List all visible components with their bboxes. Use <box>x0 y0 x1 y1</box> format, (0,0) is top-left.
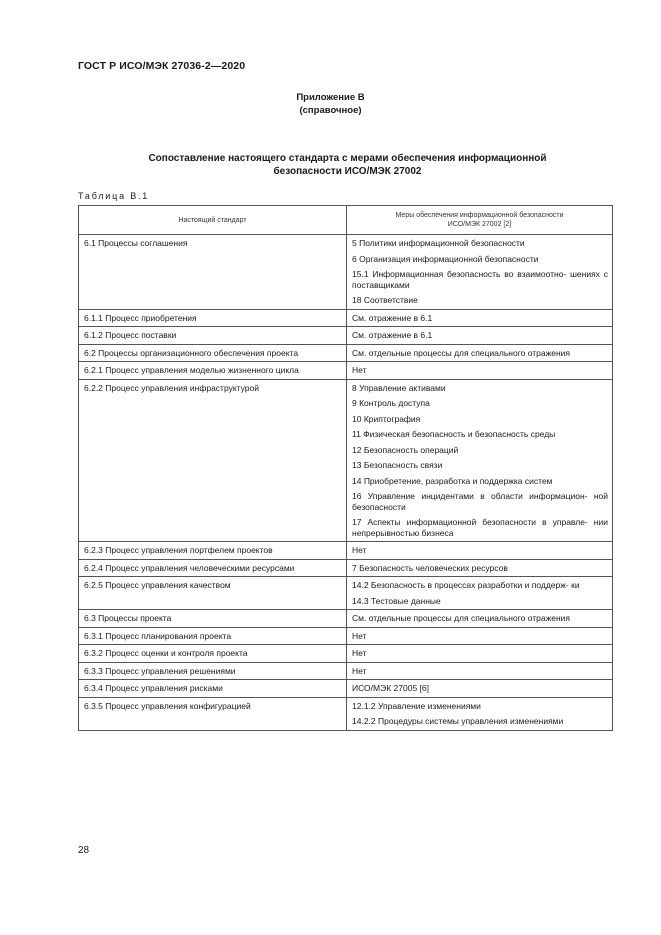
table-row <box>79 327 613 345</box>
security-measure-item: См. отражение в 6.1 <box>352 312 433 323</box>
cell-security-measures <box>347 680 613 698</box>
security-measure-item: См. отдельные процессы для специального отражения <box>352 347 571 358</box>
security-measure-item: Нет <box>352 648 367 658</box>
security-measure-item: 15.1 Информационная безопасность во взаимоотно- шениях с поставщиками <box>352 269 608 290</box>
table-row <box>79 627 613 645</box>
cell-security-measures <box>347 344 613 362</box>
cell-standard-clause: 6.2.4 Процесс управления человеческими ресурсами <box>79 559 347 577</box>
security-measure-item: Нет <box>352 630 367 641</box>
security-measure-item: 8 Управление активами <box>352 382 446 393</box>
table-row <box>79 610 613 628</box>
security-measure-item: Нет <box>352 665 367 676</box>
cell-standard-clause: 6.2 Процессы организационного обеспечения проекта <box>79 344 347 362</box>
table-header-row <box>79 206 613 235</box>
cell-security-measures <box>347 542 613 560</box>
security-measure-item: Нет <box>352 365 367 375</box>
cell-security-measures <box>347 235 613 310</box>
cell-security-measures <box>347 327 613 345</box>
header-measures <box>347 206 613 235</box>
appendix-type: (справочное) <box>299 105 362 116</box>
table-row <box>79 344 613 362</box>
page-number: 28 <box>78 845 90 856</box>
table-row <box>79 577 613 610</box>
comparison-table <box>78 205 613 731</box>
cell-security-measures <box>347 362 613 380</box>
security-measure-item: 11 Физическая безопасность и безопасность среды <box>352 429 556 439</box>
cell-security-measures <box>347 627 613 645</box>
table-row <box>79 542 613 560</box>
cell-standard-clause: 6.3 Процессы проекта <box>79 610 347 628</box>
security-measure-item: 12.1.2 Управление изменениями <box>352 700 481 711</box>
cell-standard-clause: 6.2.3 Процесс управления портфелем проектов <box>79 542 347 560</box>
table-row <box>79 379 613 542</box>
table-row <box>79 645 613 663</box>
table-row <box>79 697 613 730</box>
cell-standard-clause: 6.1.2 Процесс поставки <box>79 327 347 345</box>
cell-security-measures <box>347 610 613 628</box>
table-row <box>79 662 613 680</box>
appendix-heading <box>0 91 661 117</box>
table-label: Таблица В.1 <box>78 191 150 201</box>
table-row <box>79 235 613 310</box>
security-measure-item: 14.2 Безопасность в процессах разработки и поддерж- ки <box>352 580 580 590</box>
cell-standard-clause: 6.2.2 Процесс управления инфраструктурой <box>79 379 347 542</box>
security-measure-item: См. отражение в 6.1 <box>352 330 433 340</box>
header-measures-line1: Меры обеспечения информационной безопасности <box>395 212 564 219</box>
security-measure-item: 5 Политики информационной безопасности <box>352 238 525 248</box>
section-title-line1: Сопоставление настоящего стандарта с мерами обеспечения информационной <box>148 153 547 164</box>
security-measure-item: 14.3 Тестовые данные <box>352 595 441 606</box>
cell-security-measures <box>347 645 613 663</box>
table-row <box>79 559 613 577</box>
cell-standard-clause: 6.3.5 Процесс управления конфигурацией <box>79 697 347 730</box>
cell-standard-clause: 6.1.1 Процесс приобретения <box>79 309 347 327</box>
security-measure-item: 10 Криптография <box>352 413 421 424</box>
security-measure-item: 16 Управление инцидентами в области информацион- ной безопасности <box>352 491 608 512</box>
security-measure-item: 18 Соответствие <box>352 295 418 305</box>
table-row <box>79 680 613 698</box>
security-measure-item: Нет <box>352 545 367 555</box>
security-measure-item: 12 Безопасность операций <box>352 444 459 455</box>
cell-standard-clause: 6.3.2 Процесс оценки и контроля проекта <box>79 645 347 663</box>
standard-header: ГОСТ Р ИСО/МЭК 27036-2—2020 <box>78 60 246 72</box>
cell-standard-clause: 6.2.5 Процесс управления качеством <box>79 577 347 610</box>
cell-standard-clause: 6.3.1 Процесс планирования проекта <box>79 627 347 645</box>
security-measure-item: См. отдельные процессы для специального отражения <box>352 613 571 623</box>
cell-standard-clause: 6.2.1 Процесс управления моделью жизненного цикла <box>79 362 347 380</box>
section-title-line2: безопасности ИСО/МЭК 27002 <box>273 166 422 177</box>
security-measure-item: 7 Безопасность человеческих ресурсов <box>352 562 508 573</box>
security-measure-item: 6 Организация информационной безопасности <box>352 253 539 264</box>
cell-standard-clause: 6.3.3 Процесс управления решениями <box>79 662 347 680</box>
security-measure-item: 14.2.2 Процедуры системы управления изменениями <box>352 716 564 726</box>
table-row <box>79 309 613 327</box>
security-measure-item: 9 Контроль доступа <box>352 398 430 408</box>
cell-security-measures <box>347 379 613 542</box>
section-title <box>95 152 600 178</box>
table-row <box>79 362 613 380</box>
cell-security-measures <box>347 662 613 680</box>
security-measure-item: 17 Аспекты информационной безопасности в управле- нии непрерывностью бизнеса <box>352 517 608 538</box>
cell-security-measures <box>347 309 613 327</box>
security-measure-item: 13 Безопасность связи <box>352 460 443 470</box>
appendix-title: Приложение В <box>296 92 365 103</box>
cell-security-measures <box>347 559 613 577</box>
header-measures-line2: ИСО/МЭК 27002 [2] <box>447 221 512 228</box>
cell-security-measures <box>347 697 613 730</box>
security-measure-item: 14 Приобретение, разработка и поддержка систем <box>352 475 553 486</box>
cell-standard-clause: 6.1 Процессы соглашения <box>79 235 347 310</box>
security-measure-item: ИСО/МЭК 27005 [6] <box>352 683 429 693</box>
header-standard: Настоящий стандарт <box>79 206 347 235</box>
table-body <box>79 235 613 731</box>
cell-security-measures <box>347 577 613 610</box>
cell-standard-clause: 6.3.4 Процесс управления рисками <box>79 680 347 698</box>
